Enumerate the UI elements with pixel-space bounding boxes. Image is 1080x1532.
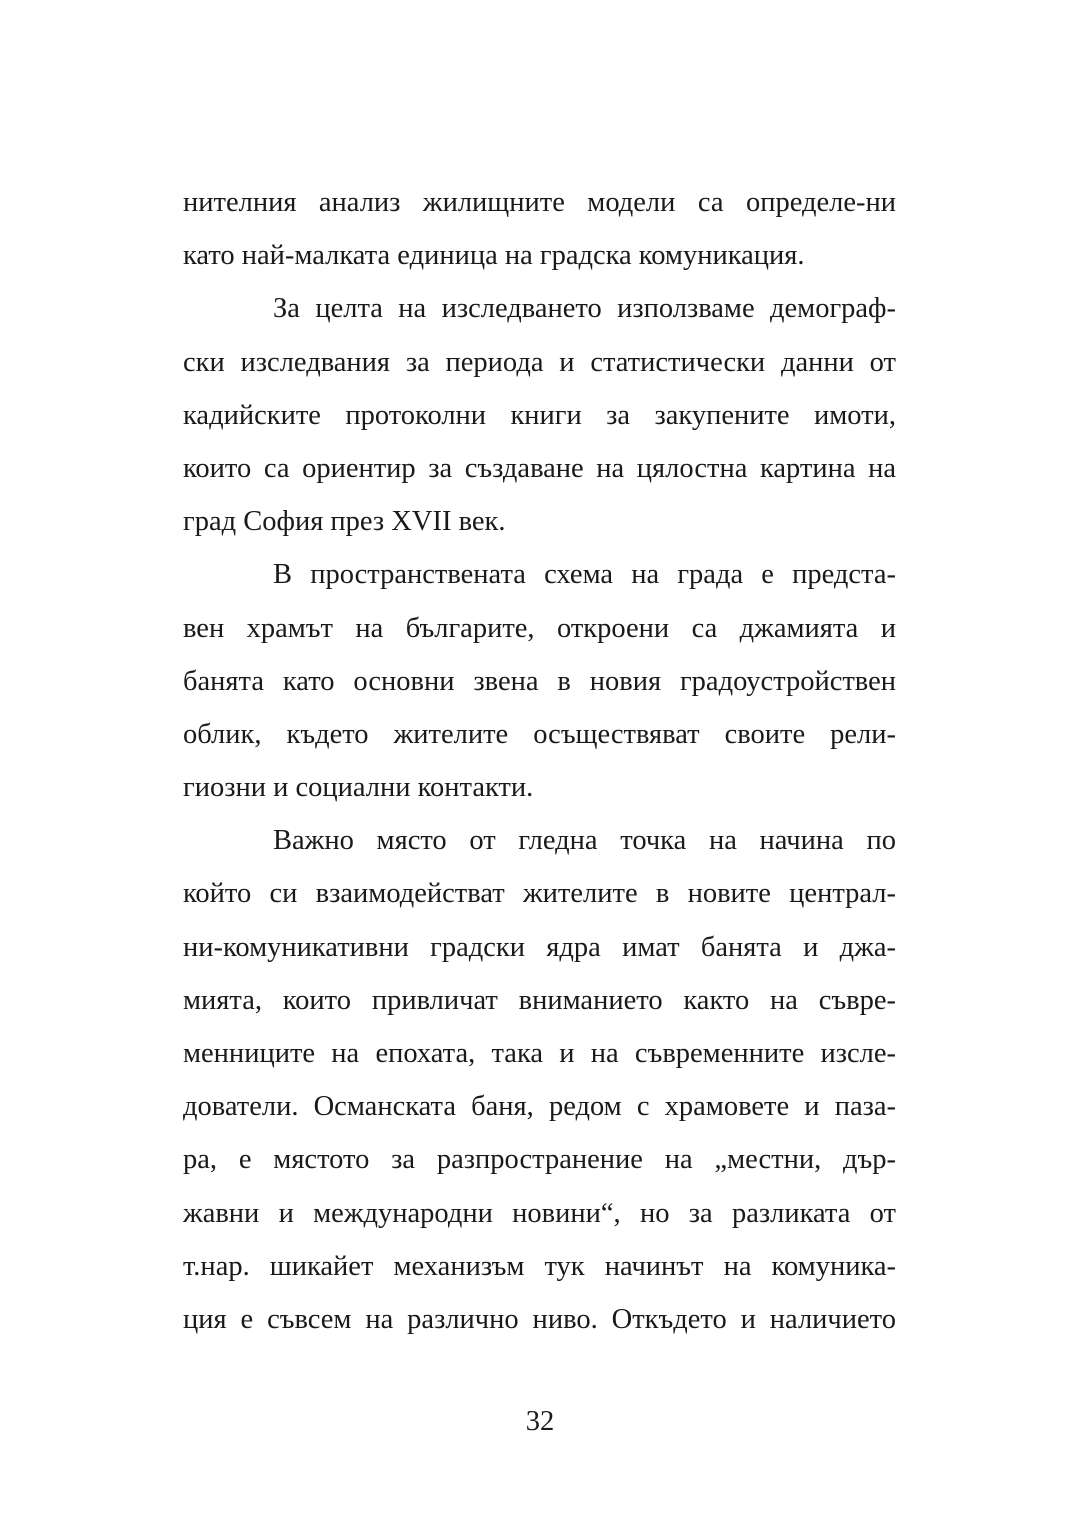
text-line: В пространствената схема на града е предста- xyxy=(273,559,896,591)
text-line: За целта на изследването използваме демограф- xyxy=(273,293,896,325)
text-line: гиозни и социални контакти. xyxy=(183,772,534,804)
page-number: 32 xyxy=(525,1406,555,1437)
body-text xyxy=(183,176,896,1346)
text-line: т.нар. шикайет механизъм тук начинът на комуника- xyxy=(183,1250,896,1282)
text-line: мията, които привличат вниманието както на съвре- xyxy=(183,984,896,1016)
text-line: облик, където жителите осъществяват своите рели- xyxy=(183,718,896,750)
text-line: жавни и международни новини“, но за разликата от xyxy=(183,1197,896,1229)
text-line: които са ориентир за създаване на цялостна картина на xyxy=(183,452,896,484)
text-line: който си взаимодействат жителите в новите централ- xyxy=(183,878,896,910)
text-line: ни-комуникативни градски ядра имат банята и джа- xyxy=(183,931,896,963)
text-line: ция е съвсем на различно ниво. Откъдето и наличието xyxy=(183,1303,896,1335)
text-line: Важно място от гледна точка на начина по xyxy=(273,825,896,857)
text-line: банята като основни звена в новия градоустройствен xyxy=(183,665,896,697)
text-line: ра, е мястото за разпространение на „местни, дър- xyxy=(183,1144,896,1176)
text-line: кадийските протоколни книги за закупените имоти, xyxy=(183,399,896,431)
text-line: ски изследвания за периода и статистически данни от xyxy=(183,346,896,378)
text-line: вен храмът на българите, откроени са джамията и xyxy=(183,612,896,644)
text-line: град София през XVII век. xyxy=(183,506,506,538)
text-line: като най-малката единица на градска комуникация. xyxy=(183,240,805,272)
text-line: дователи. Османската баня, редом с храмовете и паза- xyxy=(183,1091,896,1123)
text-line: нителния анализ жилищните модели са определе-ни xyxy=(183,187,896,218)
text-line: менниците на епохата, така и на съвременните изсле- xyxy=(183,1038,896,1069)
